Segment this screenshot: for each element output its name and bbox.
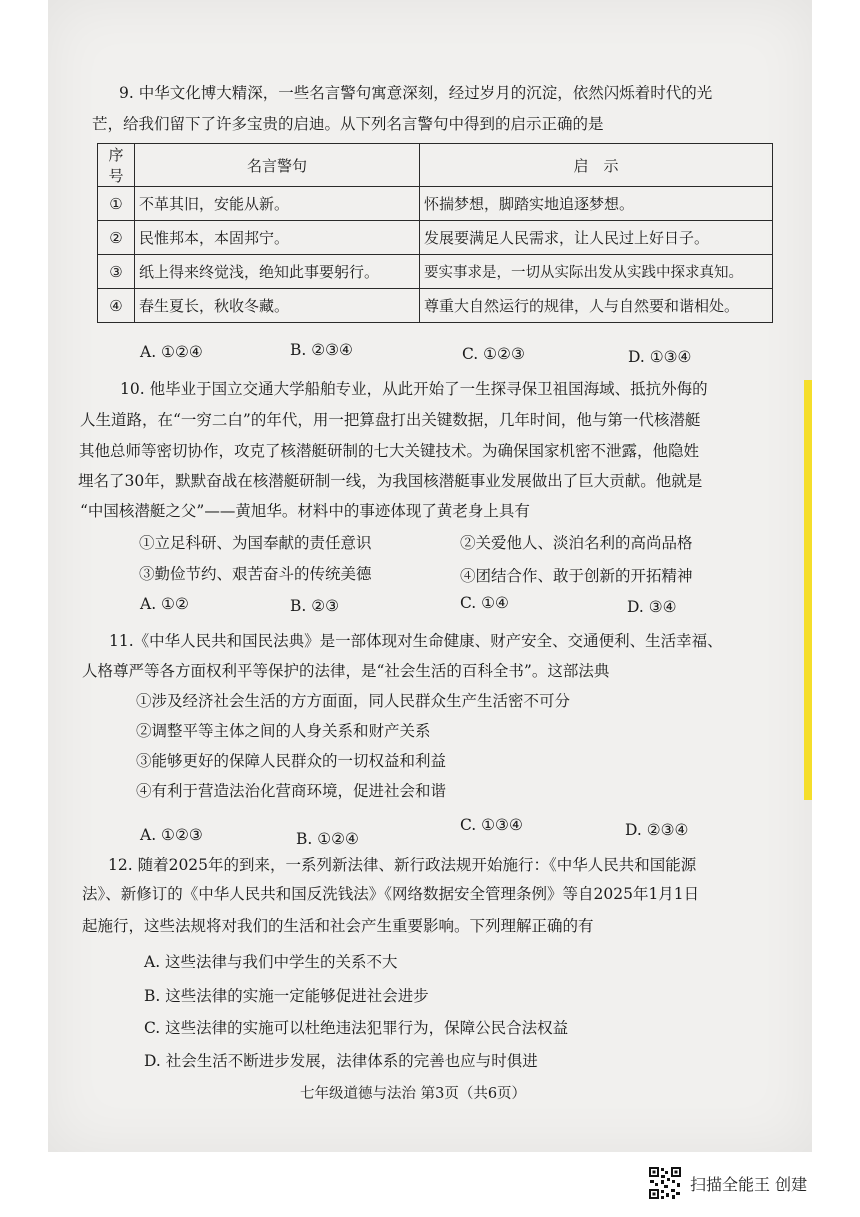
table-header-motto: 名言警句 [135, 144, 420, 187]
q9-option-d: D. ①③④ [628, 348, 692, 366]
q10-option-c: C. ①④ [460, 594, 509, 612]
q11-option-a: A. ①②③ [140, 826, 203, 844]
page-edge-highlight [804, 380, 812, 800]
q10-statement-2: ②关爱他人、淡泊名利的高尚品格 [460, 534, 693, 552]
row-num: ② [98, 221, 135, 255]
q10-statement-3: ③勤俭节约、艰苦奋斗的传统美德 [139, 565, 372, 583]
table-row [98, 255, 773, 289]
q9-motto-table [97, 143, 773, 323]
row-insight: 要实事求是，一切从实际出发从实践中探求真知。 [420, 255, 773, 289]
row-motto: 纸上得来终觉浅，绝知此事要躬行。 [135, 255, 420, 289]
row-insight: 发展要满足人民需求，让人民过上好日子。 [420, 221, 773, 255]
table-header-insight: 启 示 [420, 144, 773, 187]
row-insight: 尊重大自然运行的规律，人与自然要和谐相处。 [420, 289, 773, 323]
q9-option-a: A. ①②④ [140, 343, 203, 361]
table-header-num: 序号 [98, 144, 135, 187]
q10-option-d: D. ③④ [627, 598, 677, 616]
table-header-row [98, 144, 773, 187]
q10-stem-line3: 其他总师等密切协作，攻克了核潜艇研制的七大关键技术。为确保国家机密不泄露，他隐姓 [79, 442, 700, 460]
q10-option-b: B. ②③ [290, 597, 340, 615]
q12-option-b: B. 这些法律的实施一定能够促进社会进步 [144, 987, 429, 1005]
q10-statement-4: ④团结合作、敢于创新的开拓精神 [460, 567, 693, 585]
scanner-watermark [648, 1165, 807, 1201]
row-motto: 不革其旧，安能从新。 [135, 187, 420, 221]
q12-stem-line2: 法》、新修订的《中华人民共和国反洗钱法》《网络数据安全管理条例》等自2025年1月1日 [82, 885, 700, 903]
qr-code-icon [648, 1166, 682, 1200]
row-insight: 怀揣梦想，脚踏实地追逐梦想。 [420, 187, 773, 221]
q11-stem-line1: 11.《中华人民共和国民法典》是一部体现对生命健康、财产安全、交通便利、生活幸福、 [109, 632, 723, 650]
row-num: ① [98, 187, 135, 221]
row-motto: 春生夏长，秋收冬藏。 [135, 289, 420, 323]
q10-option-a: A. ①② [140, 595, 189, 613]
q11-statement-4: ④有利于营造法治化营商环境，促进社会和谐 [136, 782, 447, 800]
scanner-brand-label: 扫描全能王 创建 [690, 1174, 808, 1194]
table-row [98, 289, 773, 323]
row-num: ③ [98, 255, 135, 289]
q12-option-d: D. 社会生活不断进步发展，法律体系的完善也应与时俱进 [144, 1052, 538, 1070]
table-row [98, 187, 773, 221]
row-motto: 民惟邦本，本固邦宁。 [135, 221, 420, 255]
page-footer: 七年级道德与法治 第3页（共6页） [300, 1086, 527, 1102]
q11-statement-3: ③能够更好的保障人民群众的一切权益和利益 [136, 752, 447, 770]
q11-statement-1: ①涉及经济社会生活的方方面面，同人民群众生产生活密不可分 [136, 692, 571, 710]
q12-option-c: C. 这些法律的实施可以杜绝违法犯罪行为，保障公民合法权益 [144, 1019, 569, 1037]
q11-option-d: D. ②③④ [625, 821, 689, 839]
q11-statement-2: ②调整平等主体之间的人身关系和财产关系 [136, 722, 431, 740]
q10-stem-line4: 埋名了30年，默默奋战在核潜艇研制一线，为我国核潜艇事业发展做出了巨大贡献。他就是 [78, 472, 703, 490]
q10-statement-1: ①立足科研、为国奉献的责任意识 [139, 534, 372, 552]
q11-option-c: C. ①③④ [460, 816, 523, 834]
q12-stem-line3: 起施行，这些法规将对我们的生活和社会产生重要影响。下列理解正确的有 [82, 917, 594, 935]
q10-stem-line5: “中国核潜艇之父”——黄旭华。材料中的事迹体现了黄老身上具有 [80, 502, 530, 520]
q9-stem-line2: 芒，给我们留下了许多宝贵的启迪。从下列名言警句中得到的启示正确的是 [92, 115, 604, 133]
q11-stem-line2: 人格尊严等各方面权利平等保护的法律，是“社会生活的百科全书”。这部法典 [82, 662, 610, 680]
q9-stem-line1: 9. 中华文化博大精深，一些名言警句寓意深刻，经过岁月的沉淀，依然闪烁着时代的光 [119, 84, 713, 102]
q10-stem-line2: 人生道路，在“一穷二白”的年代，用一把算盘打出关键数据，几年时间，他与第一代核潜艇 [80, 411, 701, 429]
q9-option-c: C. ①②③ [462, 345, 525, 363]
row-num: ④ [98, 289, 135, 323]
q12-stem-line1: 12. 随着2025年的到来，一系列新法律、新行政法规开始施行：《中华人民共和国能源 [108, 856, 697, 874]
q11-option-b: B. ①②④ [296, 830, 359, 848]
q12-option-a: A. 这些法律与我们中学生的关系不大 [144, 953, 398, 971]
q9-option-b: B. ②③④ [290, 341, 353, 359]
table-row [98, 221, 773, 255]
q10-stem-line1: 10. 他毕业于国立交通大学船舶专业，从此开始了一生探寻保卫祖国海域、抵抗外侮的 [120, 380, 708, 398]
